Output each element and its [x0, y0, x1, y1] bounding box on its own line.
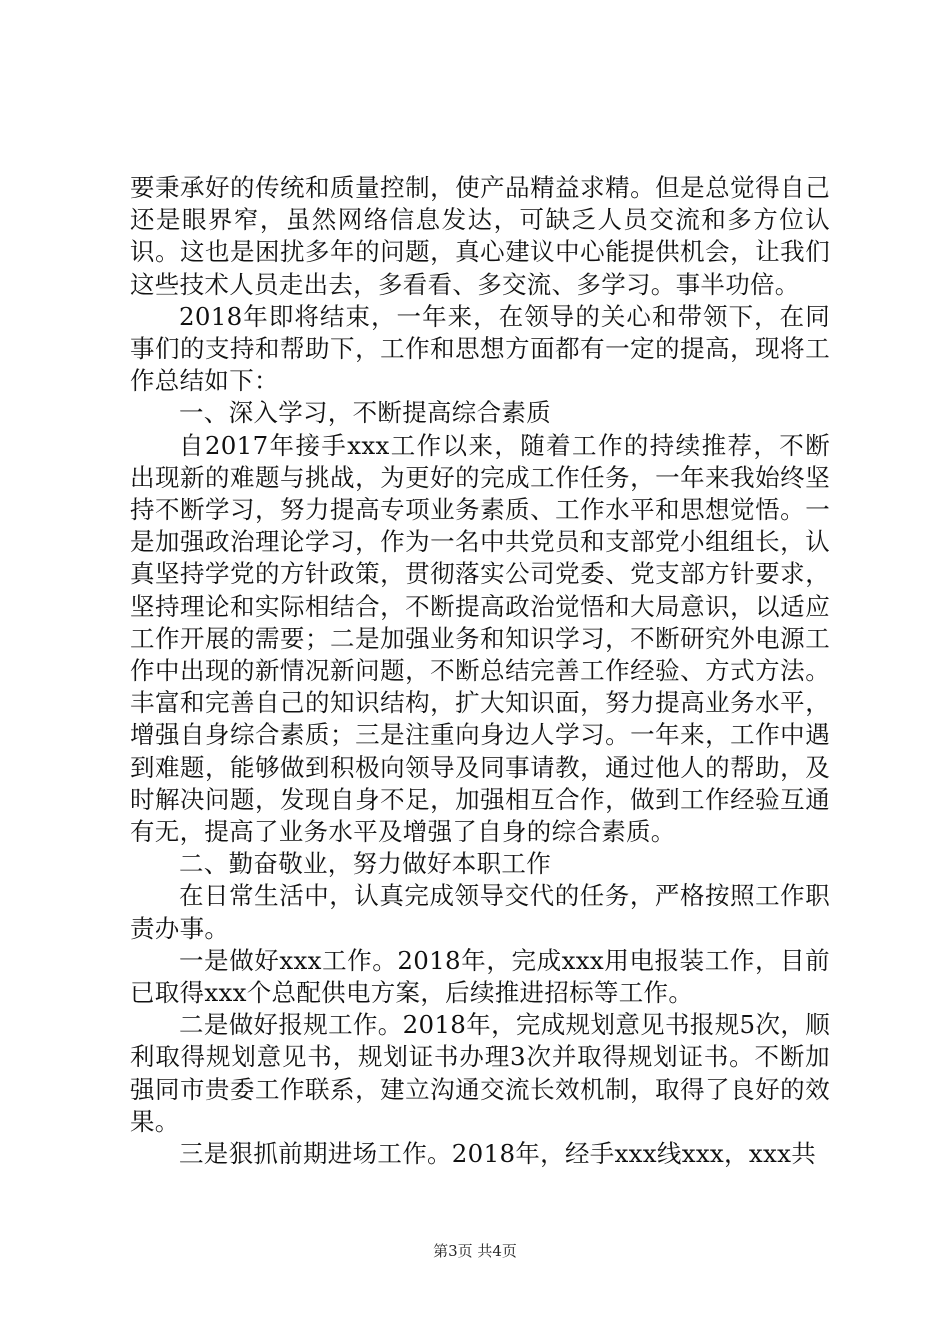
- paragraph-7: 三是狠抓前期进场工作。2018年，经手xxx线xxx，xxx共: [179, 1139, 817, 1169]
- paragraph-5: 一是做好xxx工作。2018年，完成xxx用电报装工作，目前已取得xxx个总配供电方案，后续推进招标等工作。: [130, 945, 830, 1008]
- page-footer: 第3页 共4页: [433, 1242, 517, 1260]
- paragraph-4: 在日常生活中，认真完成领导交代的任务，严格按照工作职责办事。: [130, 881, 830, 943]
- section-heading-1: 一、深入学习，不断提高综合素质: [179, 398, 551, 428]
- section-heading-2: 二、勤奋敬业，努力做好本职工作: [179, 849, 551, 879]
- paragraph-3: 自2017年接手xxx工作以来，随着工作的持续推荐，不断出现新的难题与挑战，为更好的完成工作任务，一年来我始终坚持不断学习，努力提高专项业务素质、工作水平和思想觉悟。一是加强政治理论学习，作为一名中共党员和支部党小组组长，认真坚持学党的方针政策，贯彻落实公司党委、党支部方针要求，坚持理论和实际相结合，不断提高政治觉悟和大局意识，以适应工作开展的需要；二是加强业务和知识学习，不断研究外电源工作中出现的新情况新问题，不断总结完善工作经验、方式方法。丰富和完善自己的知识结构，扩大知识面，努力提高业务水平，增强自身综合素质；三是注重向身边人学习。一年来，工作中遇到难题，能够做到积极向领导及同事请教，通过他人的帮助，及时解决问题，发现自身不足，加强相互合作，做到工作经验互通有无，提高了业务水平及增强了自身的综合素质。: [130, 430, 830, 847]
- paragraph-2: 2018年即将结束，一年来，在领导的关心和带领下，在同事们的支持和帮助下，工作和思想方面都有一定的提高，现将工作总结如下：: [130, 301, 830, 396]
- document-body: [130, 172, 830, 1170]
- paragraph-1: 要秉承好的传统和质量控制，使产品精益求精。但是总觉得自己还是眼界窄，虽然网络信息发达，可缺乏人员交流和多方位认识。这也是困扰多年的问题，真心建议中心能提供机会，让我们这些技术人员走出去，多看看、多交流、多学习。事半功倍。: [130, 173, 830, 299]
- paragraph-6: 二是做好报规工作。2018年，完成规划意见书报规5次，顺利取得规划意见书，规划证书办理3次并取得规划证书。不断加强同市贵委工作联系，建立沟通交流长效机制，取得了良好的效果。: [130, 1010, 830, 1136]
